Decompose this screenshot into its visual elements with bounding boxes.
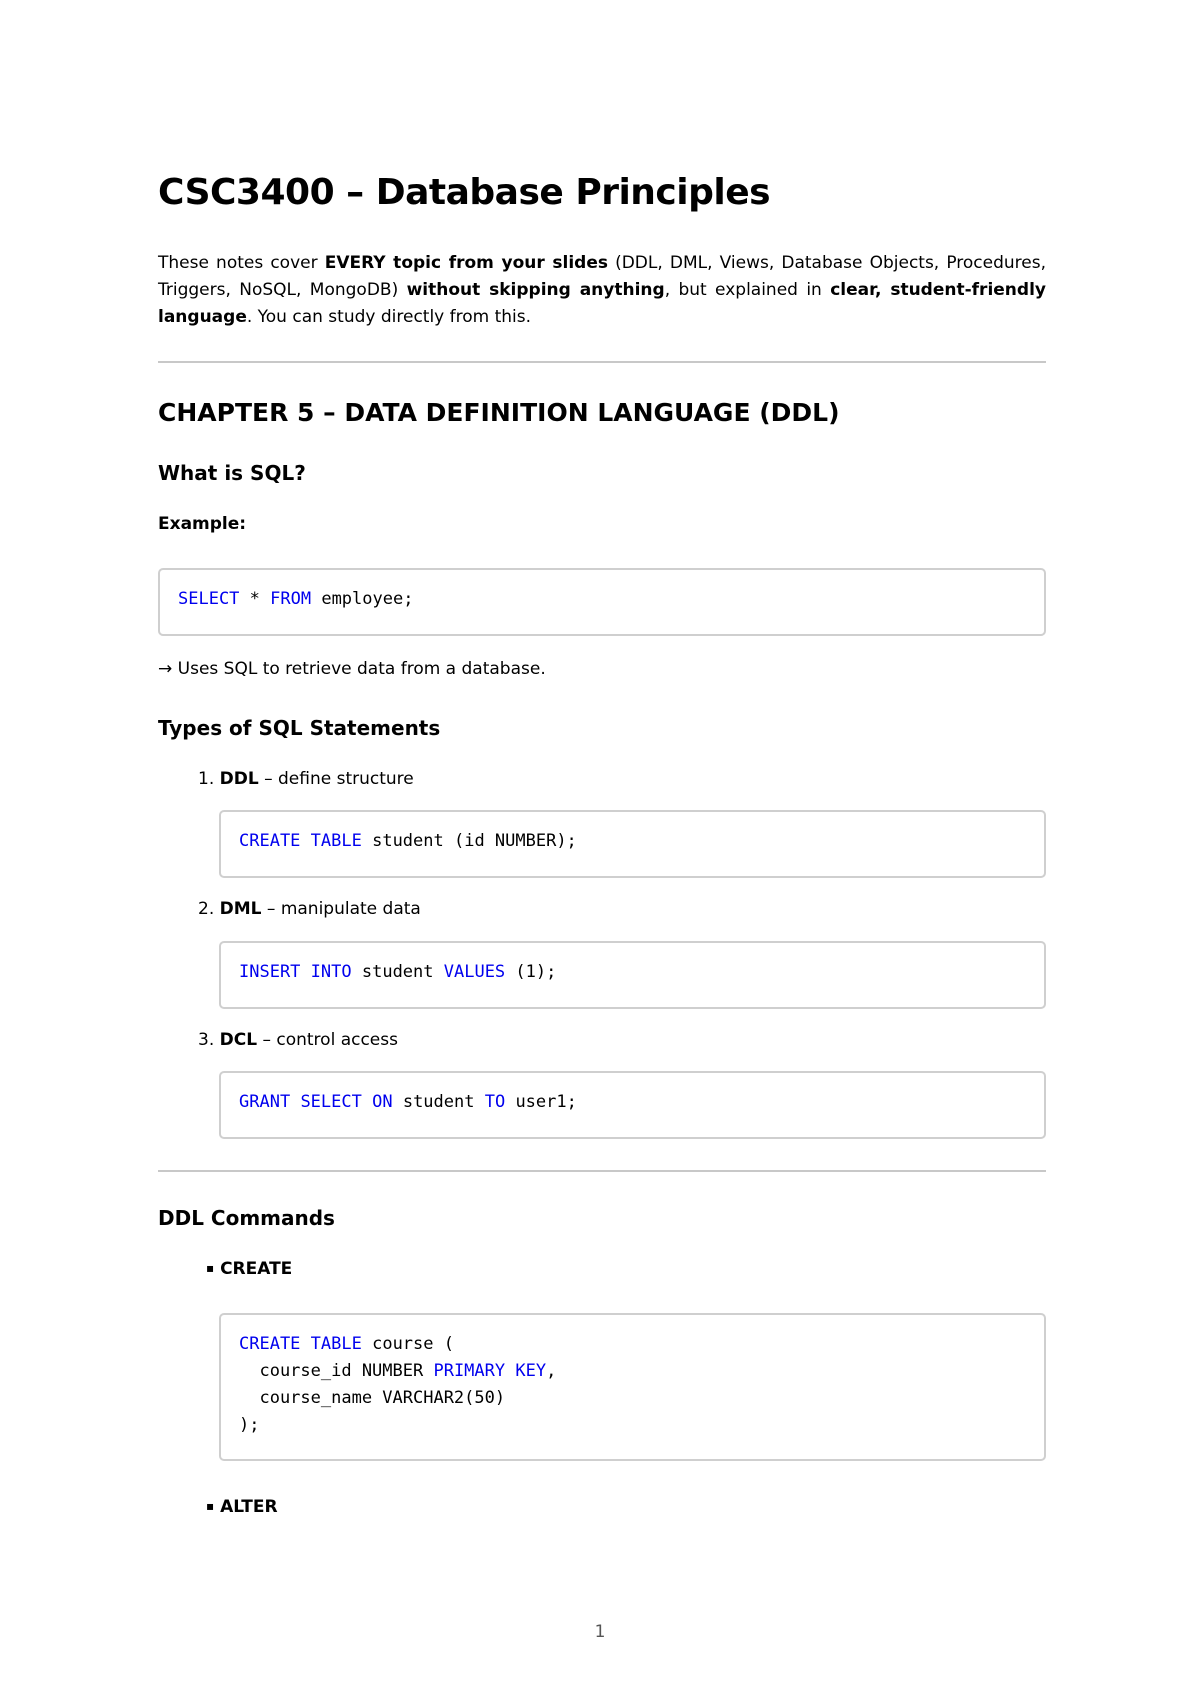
sql-keyword: FROM: [270, 589, 312, 609]
sql-keyword: TABLE: [310, 1334, 362, 1354]
document-title: CSC3400 – Database Principles: [158, 172, 771, 213]
list-item: [198, 1030, 398, 1050]
list-item-desc: – define structure: [258, 769, 414, 789]
sql-text: student (id NUMBER);: [361, 831, 577, 851]
create-label: CREATE: [220, 1259, 293, 1279]
sql-keyword: GRANT: [239, 1092, 291, 1112]
what-is-sql-heading: What is SQL?: [158, 461, 306, 485]
example-label: Example:: [158, 514, 247, 534]
dcl-code-block: [219, 1071, 1046, 1139]
list-item-desc: – control access: [257, 1030, 398, 1050]
sql-keyword: ON: [372, 1092, 393, 1112]
chapter-heading: CHAPTER 5 – DATA DEFINITION LANGUAGE (DDL): [158, 398, 840, 427]
sql-text: [300, 1334, 310, 1354]
alter-label: ALTER: [220, 1497, 278, 1517]
sql-keyword: INSERT: [239, 962, 301, 982]
list-number: 3.: [198, 1030, 215, 1050]
intro-bold-text: EVERY topic from your slides: [324, 253, 608, 273]
sql-text: course (: [361, 1334, 454, 1354]
bullet-icon: ▪: [206, 1261, 215, 1275]
ddl-code-block: [219, 810, 1046, 878]
bullet-icon: ▪: [206, 1499, 215, 1513]
section-divider: [158, 361, 1046, 363]
list-item-name: DDL: [219, 769, 259, 789]
intro-text: (DDL, DML, Views, Database Objects, Procedures, Triggers, NoSQL, MongoDB): [158, 253, 1047, 300]
sql-text: [362, 1092, 372, 1112]
sql-text: course_name VARCHAR2(50): [239, 1388, 506, 1408]
sql-keyword: CREATE: [239, 831, 301, 851]
sql-text: user1;: [505, 1092, 577, 1112]
sql-keyword: TABLE: [310, 831, 362, 851]
sql-keyword: SELECT: [178, 589, 240, 609]
sql-keyword: CREATE: [239, 1334, 301, 1354]
list-item: [198, 769, 414, 789]
example-note: → Uses SQL to retrieve data from a database.: [158, 659, 546, 679]
sql-text: [300, 831, 310, 851]
intro-text: These notes cover: [158, 253, 325, 273]
sql-keyword: INTO: [310, 962, 352, 982]
sql-keyword: KEY: [515, 1361, 547, 1381]
list-item-name: DML: [219, 899, 262, 919]
create-code-block: [219, 1313, 1046, 1461]
sql-text: [300, 962, 310, 982]
create-bullet-item: [206, 1259, 292, 1279]
intro-text: , but explained in: [664, 280, 831, 300]
list-number: 1.: [198, 769, 215, 789]
page-number: 1: [594, 1622, 606, 1642]
sql-keyword: TO: [484, 1092, 506, 1112]
types-heading: Types of SQL Statements: [158, 716, 441, 740]
list-item: [198, 899, 421, 919]
alter-bullet-item: [206, 1497, 278, 1517]
sql-text: (1);: [505, 962, 557, 982]
intro-paragraph: [158, 250, 1046, 331]
sql-keyword: VALUES: [443, 962, 506, 982]
list-item-name: DCL: [219, 1030, 258, 1050]
sql-text: employee;: [311, 589, 414, 609]
example-code-block: [158, 568, 1046, 636]
sql-text: );: [239, 1415, 260, 1435]
sql-text: [290, 1092, 300, 1112]
sql-keyword: PRIMARY: [433, 1361, 506, 1381]
ddl-commands-heading: DDL Commands: [158, 1206, 335, 1230]
list-item-desc: – manipulate data: [261, 899, 421, 919]
intro-bold-text: without skipping anything: [406, 280, 665, 300]
sql-text: ,: [546, 1361, 557, 1381]
sql-text: course_id NUMBER: [239, 1361, 434, 1381]
sql-text: student: [351, 962, 444, 982]
sql-text: [505, 1361, 515, 1381]
list-number: 2.: [198, 899, 215, 919]
intro-text: . You can study directly from this.: [246, 307, 532, 327]
sql-text: student: [392, 1092, 485, 1112]
sql-keyword: SELECT: [300, 1092, 362, 1112]
dml-code-block: [219, 941, 1046, 1009]
sql-text: *: [239, 589, 271, 609]
intro-bold-text: clear, student-friendly language: [158, 280, 1046, 327]
section-divider: [158, 1170, 1046, 1172]
